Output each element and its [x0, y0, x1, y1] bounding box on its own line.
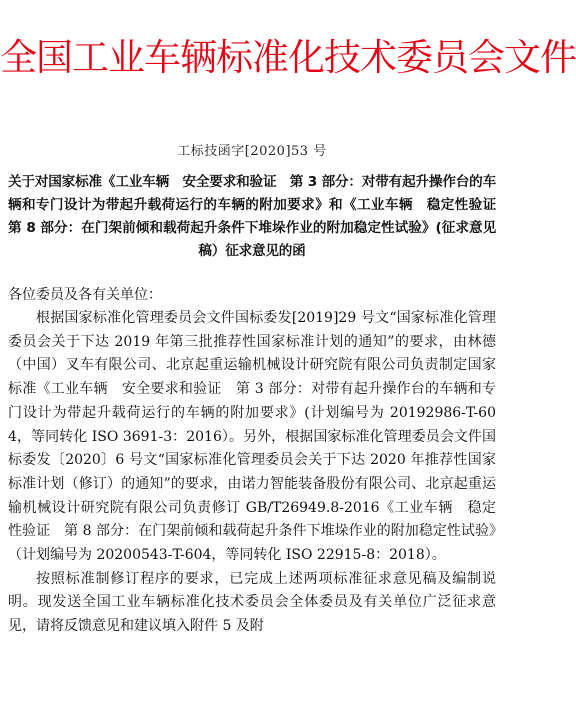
- letter-title: 关于对国家标准《工业车辆 安全要求和验证 第 3 部分：对带有起升操作台的车辆和专门设计为带起升载荷运行的车辆的附加要求》和《工业车辆 稳定性验证 第 8 部分：在门架前倾和载荷起升条件下堆垛作业的附加稳定性试验》(征求意见稿）征求意见的函: [8, 174, 510, 259]
- letter-body: [8, 307, 496, 639]
- salutation: 各位委员及各有关单位：: [8, 287, 162, 303]
- body-paragraph: 根据国家标准化管理委员会文件国标委发[2019]29 号文“国家标准化管理委员会关于下达 2019 年第三批推荐性国家标准计划的通知”的要求，由林德（中国）叉车有限公司、北京起重运输机械设计研究院有限公司负责制定国家标准《工业车辆 安全要求和验证 第 3 部分：对带有起升操作台的车辆和专门设计为带起升载荷运行的车辆的附加要求》(计划编号为 20192986-T-604，等同转化 ISO 3691-3：2016）。另外，根据国家标准化管理委员会文件国标委发〔2020〕6 号文“国家标准化管理委员会关于下达 2020 年推荐性国家标准计划（修订）的通知”的要求，由诺力智能装备股份有限公司、北京起重运输机械设计研究院有限公司负责修订 GB/T26949.8-2016《工业车辆 稳定性验证 第 8 部分：在门架前倾和载荷起升条件下堆垛作业的附加稳定性试验》（计划编号为 20200543-T-604，等同转化 ISO 22915-8：2018）。: [8, 310, 496, 564]
- body-paragraph: 按照标准制修订程序的要求，已完成上述两项标准征求意见稿及编制说明。现发送全国工业车辆标准化技术委员会全体委员及有关单位广泛征求意见，请将反馈意见和建议填入附件 5 及附: [8, 570, 496, 635]
- document-number: 工标技函字[2020]53 号: [177, 144, 327, 159]
- org-masthead-title: 全国工业车辆标准化技术委员会文件: [0, 36, 576, 79]
